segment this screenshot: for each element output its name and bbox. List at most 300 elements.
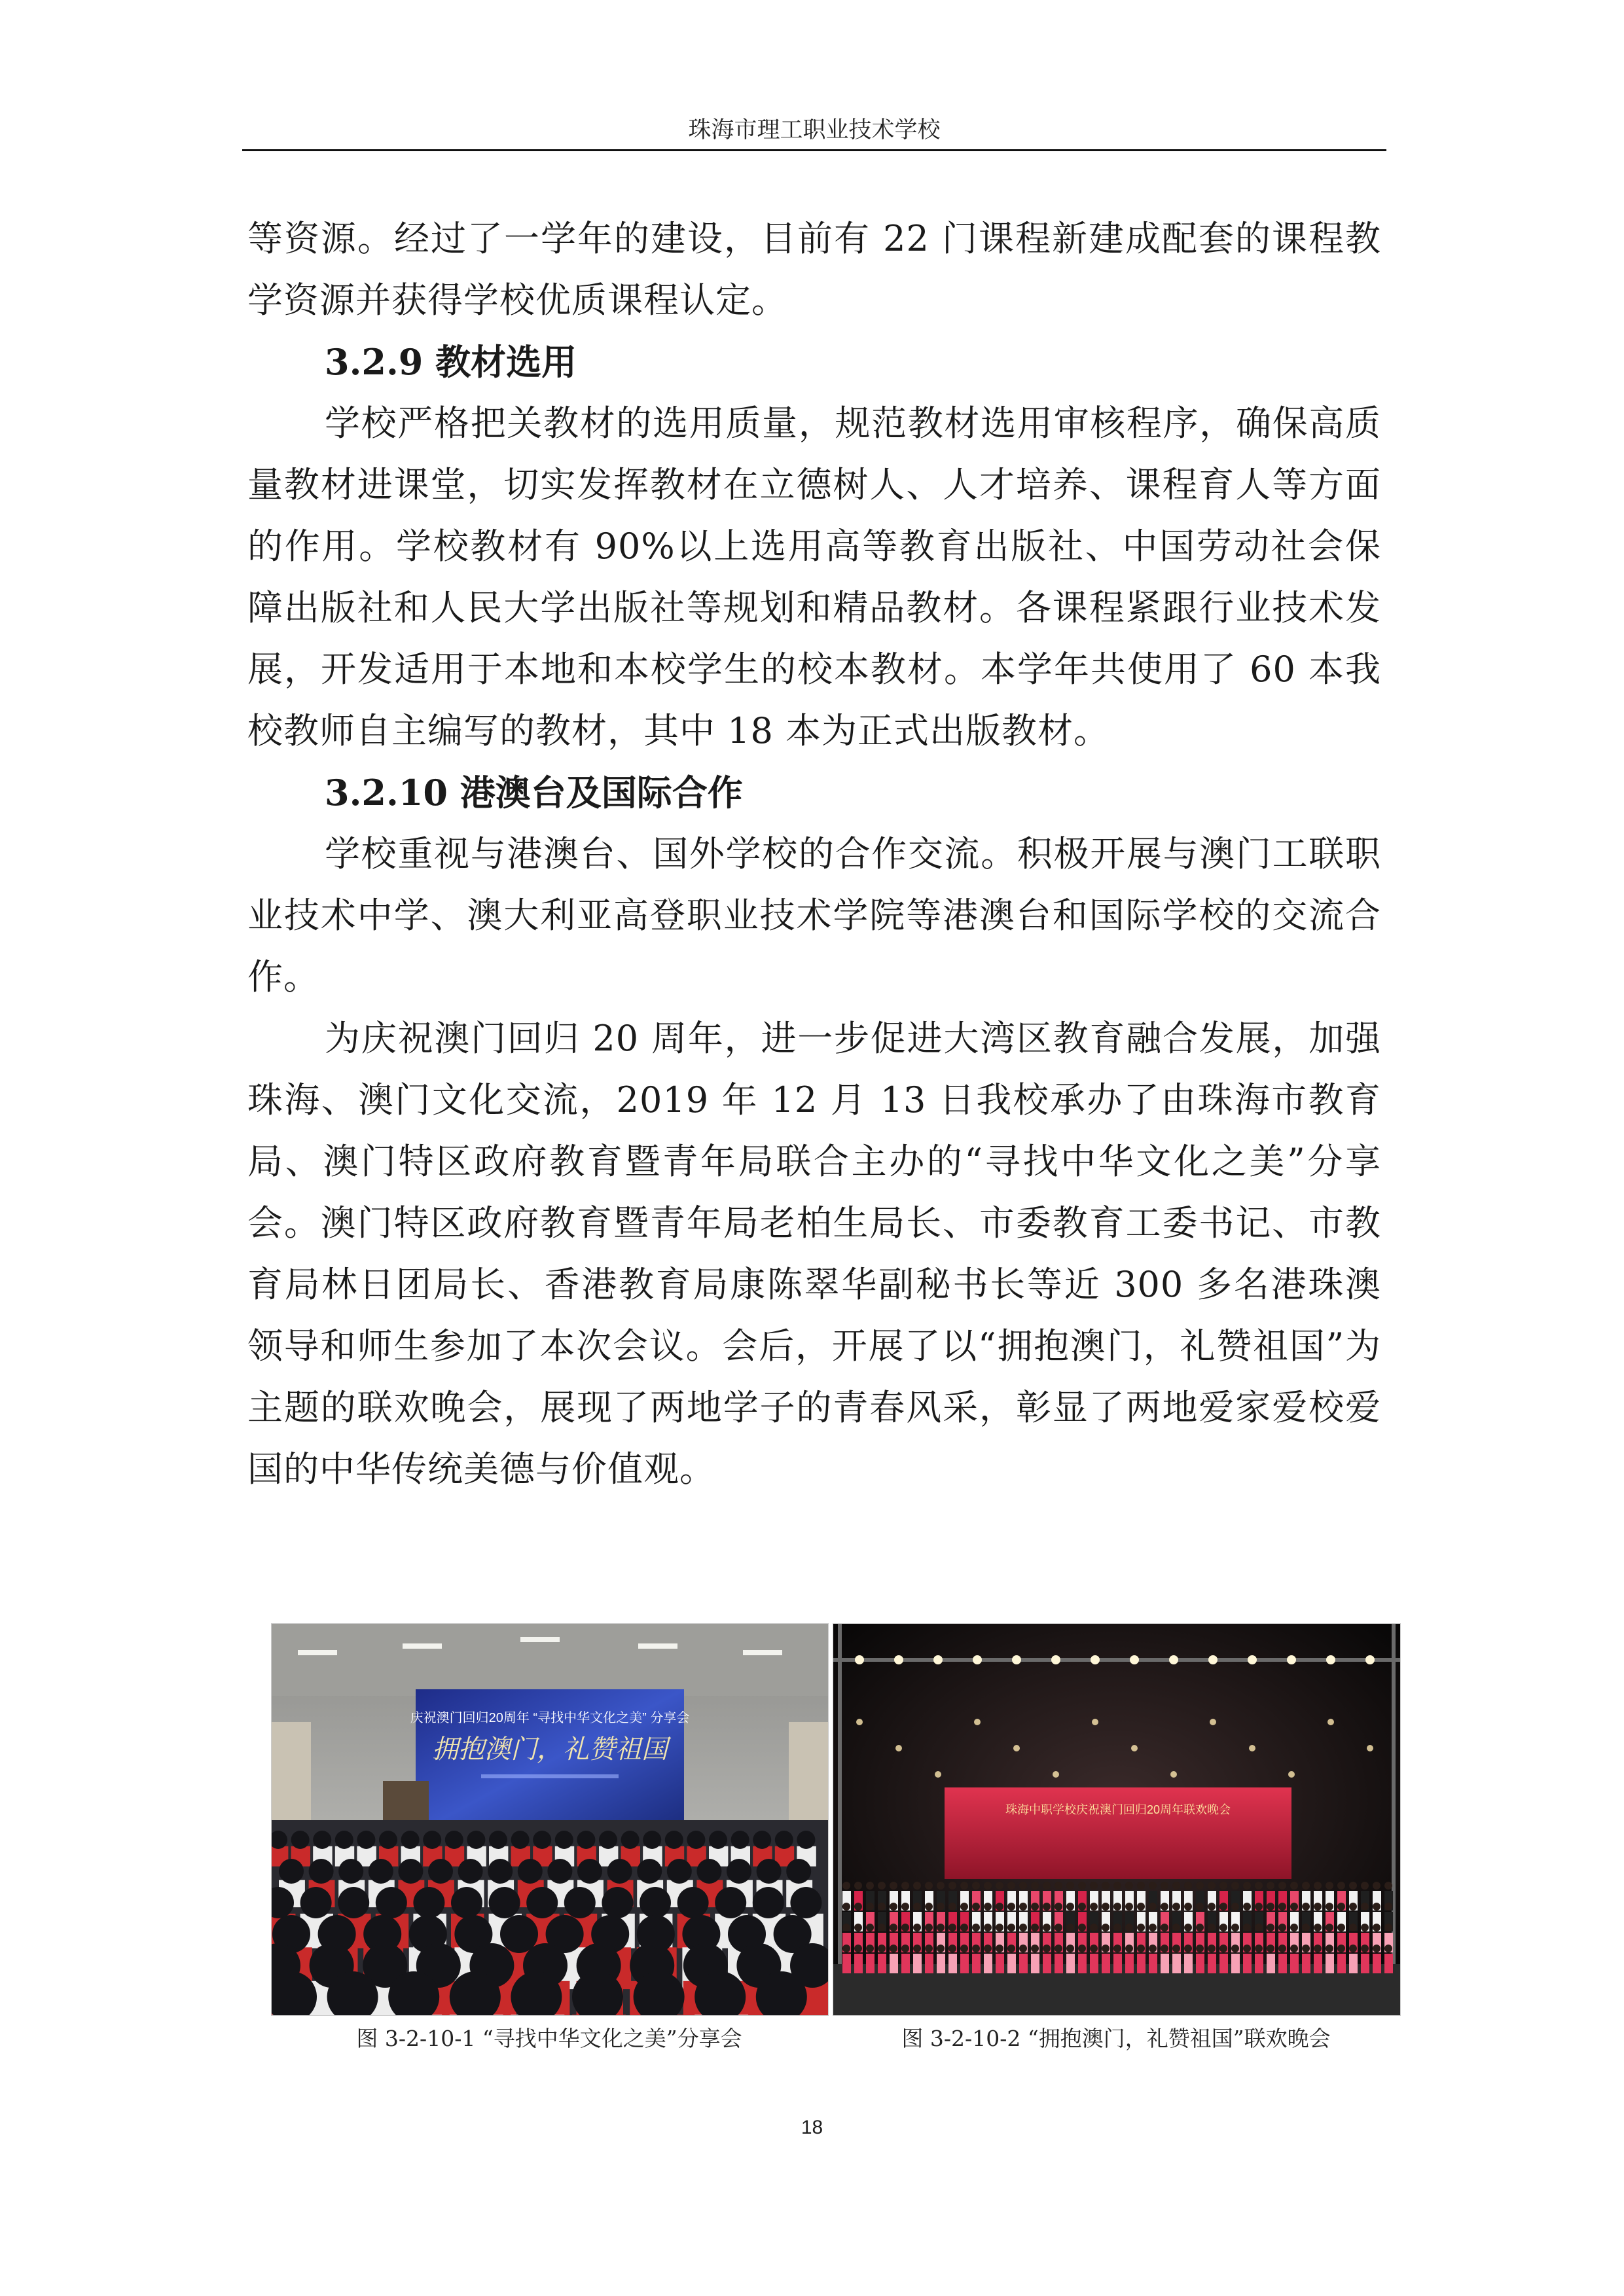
performer-head xyxy=(1043,1945,1051,1952)
performer-head xyxy=(1349,1903,1357,1910)
performer-head xyxy=(1314,1945,1322,1952)
performer-body xyxy=(1172,1954,1181,1973)
stage-light xyxy=(1287,1655,1296,1664)
performer-head xyxy=(1172,1882,1180,1890)
audience-head xyxy=(715,1887,746,1918)
performer-head xyxy=(937,1903,945,1910)
performer-body xyxy=(1278,1954,1287,1973)
performer-head xyxy=(996,1924,1003,1931)
audience-head xyxy=(564,1887,596,1918)
page-header: 珠海市理工职业技术学校 xyxy=(688,117,941,143)
performer-head xyxy=(866,1882,874,1890)
stage-light xyxy=(1091,1655,1100,1664)
performer-head xyxy=(1384,1924,1392,1931)
performer-head xyxy=(1137,1945,1145,1952)
performer-head xyxy=(1090,1945,1098,1952)
performer-head xyxy=(1278,1903,1286,1910)
photo-sharing-session xyxy=(271,1623,829,2016)
performer-head xyxy=(1196,1882,1204,1890)
audience-head xyxy=(338,1887,369,1918)
performer-body xyxy=(1149,1954,1157,1973)
audience-head xyxy=(401,1831,420,1849)
performer-body xyxy=(1161,1954,1169,1973)
performer-body xyxy=(1255,1954,1263,1973)
performer-head xyxy=(1102,1882,1110,1890)
performer-head xyxy=(1184,1903,1192,1910)
backdrop-banner: 珠海中职学校庆祝澳门回归20周年联欢晚会 xyxy=(1005,1803,1231,1816)
audience-head xyxy=(413,1887,444,1918)
performer-head xyxy=(901,1924,909,1931)
performer-head xyxy=(1361,1903,1369,1910)
audience-head xyxy=(489,1831,507,1849)
performer-head xyxy=(1043,1903,1051,1910)
screen-banner-line2: 拥抱澳门，礼赞祖国 xyxy=(432,1735,668,1764)
audience-head xyxy=(518,1859,543,1884)
performer-head xyxy=(984,1882,992,1890)
performer-head xyxy=(937,1945,945,1952)
stage-light xyxy=(1051,1655,1060,1664)
performer-head xyxy=(1231,1882,1239,1890)
performer-head xyxy=(854,1903,862,1910)
performer-head xyxy=(1314,1924,1322,1931)
performer-head xyxy=(1161,1945,1168,1952)
performer-body xyxy=(1337,1954,1346,1973)
performer-head xyxy=(925,1882,933,1890)
audience-head xyxy=(709,1831,727,1849)
performer-head xyxy=(854,1945,862,1952)
audience-head xyxy=(731,1831,749,1849)
performer-head xyxy=(866,1924,874,1931)
audience-head xyxy=(511,1831,530,1849)
performer-head xyxy=(984,1945,992,1952)
performer-head xyxy=(1031,1903,1039,1910)
performer-head xyxy=(1373,1882,1380,1890)
audience-head xyxy=(335,1831,353,1849)
paragraph-cooperation: 学校重视与港澳台、国外学校的合作交流。积极开展与澳门工联职业技术中学、澳大利亚高登职业技术学院等港澳台和国际学校的交流合作。 xyxy=(247,833,1381,997)
performer-head xyxy=(878,1945,886,1952)
performer-head xyxy=(1302,1882,1310,1890)
audience-head xyxy=(398,1859,423,1884)
performer-head xyxy=(1231,1945,1239,1952)
performer-head xyxy=(878,1882,886,1890)
performer-head xyxy=(1031,1924,1039,1931)
page-number: 18 xyxy=(801,2117,823,2138)
performer-body xyxy=(866,1954,875,1973)
performer-head xyxy=(925,1924,933,1931)
performer-head xyxy=(901,1945,909,1952)
performer-head xyxy=(960,1903,968,1910)
performer-head xyxy=(1161,1924,1168,1931)
page-content xyxy=(247,208,1381,1500)
performer-head xyxy=(1290,1924,1298,1931)
performer-head xyxy=(1090,1882,1098,1890)
performer-head xyxy=(1196,1903,1204,1910)
performer-body xyxy=(1184,1954,1193,1973)
stage-light xyxy=(1169,1655,1178,1664)
performer-head xyxy=(1278,1924,1286,1931)
performer-body xyxy=(842,1954,851,1973)
performer-body xyxy=(913,1954,922,1973)
audience-head xyxy=(489,1887,520,1918)
performer-head xyxy=(1267,1945,1274,1952)
performer-head xyxy=(1290,1882,1298,1890)
performer-head xyxy=(984,1903,992,1910)
performer-head xyxy=(1102,1924,1110,1931)
performer-head xyxy=(1090,1903,1098,1910)
audience-head xyxy=(577,1859,602,1884)
performer-body xyxy=(1078,1954,1087,1973)
audience-head xyxy=(533,1831,551,1849)
performer-head xyxy=(1326,1903,1333,1910)
performer-head xyxy=(890,1903,897,1910)
performer-head xyxy=(937,1924,945,1931)
performer-head xyxy=(842,1882,850,1890)
photo-gala-evening-image xyxy=(833,1624,1400,2015)
performer-head xyxy=(1055,1945,1062,1952)
performer-head xyxy=(1243,1924,1251,1931)
audience-head xyxy=(687,1831,705,1849)
audience-head xyxy=(727,1859,751,1884)
performer-head xyxy=(1078,1903,1086,1910)
performer-head xyxy=(1019,1903,1027,1910)
performer-head xyxy=(948,1903,956,1910)
performer-body xyxy=(1102,1954,1110,1973)
audience-head xyxy=(665,1831,683,1849)
performer-body xyxy=(1302,1954,1310,1973)
performer-body xyxy=(1019,1954,1028,1973)
stage-light xyxy=(1248,1655,1257,1664)
performer-head xyxy=(1314,1882,1322,1890)
performer-head xyxy=(1078,1924,1086,1931)
performer-head xyxy=(1278,1945,1286,1952)
performer-head xyxy=(1337,1945,1345,1952)
performer-head xyxy=(1113,1945,1121,1952)
performer-head xyxy=(1243,1903,1251,1910)
performer-head xyxy=(1326,1945,1333,1952)
performer-head xyxy=(996,1945,1003,1952)
stage-light xyxy=(856,1719,863,1725)
audience-head xyxy=(786,1859,811,1884)
performer-head xyxy=(1007,1924,1015,1931)
performer-head xyxy=(1255,1903,1263,1910)
performer-head xyxy=(1149,1903,1157,1910)
stage-light xyxy=(1327,1719,1334,1725)
audience-head xyxy=(577,1831,595,1849)
stage-light xyxy=(935,1771,941,1778)
audience-head xyxy=(376,1887,407,1918)
photo-gala-evening xyxy=(833,1623,1401,2016)
audience-head xyxy=(599,1831,617,1849)
performer-head xyxy=(1384,1882,1392,1890)
performer-body xyxy=(948,1954,957,1973)
performer-head xyxy=(1102,1945,1110,1952)
performer-head xyxy=(1219,1903,1227,1910)
performer-head xyxy=(1172,1924,1180,1931)
performer-head xyxy=(1078,1945,1086,1952)
performer-head xyxy=(972,1903,980,1910)
performer-body xyxy=(972,1954,981,1973)
performer-body xyxy=(996,1954,1004,1973)
stage-light xyxy=(1365,1655,1375,1664)
audience-head xyxy=(445,1831,463,1849)
performer-head xyxy=(842,1945,850,1952)
performer-body xyxy=(890,1954,898,1973)
performer-head xyxy=(1278,1882,1286,1890)
audience-head xyxy=(602,1887,633,1918)
performer-head xyxy=(1373,1945,1380,1952)
performer-body xyxy=(854,1954,863,1973)
performer-head xyxy=(960,1882,968,1890)
audience-head xyxy=(369,1859,393,1884)
stage-light xyxy=(974,1719,981,1725)
performer-head xyxy=(1137,1882,1145,1890)
performer-head xyxy=(960,1924,968,1931)
performer-head xyxy=(1267,1882,1274,1890)
performer-head xyxy=(1125,1903,1133,1910)
performer-head xyxy=(1302,1924,1310,1931)
paragraph-textbooks: 学校严格把关教材的选用质量，规范教材选用审核程序，确保高质量教材进课堂，切实发挥教材在立德树人、人才培养、课程育人等方面的作用。学校教材有 90%以上选用高等教育出版社、中国劳动社会保障出版社和人民大学出版社等规划和精品教材。各课程紧跟行业技术发展，开发适用于本地和本校学生的校本教材。本学年共使用了 60 本我校教师自主编写的教材，其中 18 本为正式出版教材。 xyxy=(247,403,1381,751)
performer-head xyxy=(1243,1945,1251,1952)
performer-head xyxy=(960,1945,968,1952)
performer-head xyxy=(1231,1903,1239,1910)
performer-head xyxy=(1113,1903,1121,1910)
performer-head xyxy=(878,1903,886,1910)
caption-figure-1: 图 3-2-10-1 “寻找中华文化之美”分享会 xyxy=(356,2026,742,2051)
performer-head xyxy=(890,1882,897,1890)
stage-light xyxy=(1288,1771,1295,1778)
stage-light xyxy=(973,1655,982,1664)
stage-light xyxy=(855,1655,864,1664)
audience-head xyxy=(640,1887,671,1918)
performer-head xyxy=(1349,1924,1357,1931)
audience-head xyxy=(677,1887,709,1918)
performer-body xyxy=(1125,1954,1134,1973)
audience-head xyxy=(757,1859,782,1884)
screen-banner-line1: 庆祝澳门回归20周年 “寻找中华文化之美” 分享会 xyxy=(410,1711,690,1725)
audience-head xyxy=(428,1859,453,1884)
performer-head xyxy=(1113,1882,1121,1890)
performer-head xyxy=(854,1882,862,1890)
performer-head xyxy=(842,1924,850,1931)
performer-body xyxy=(937,1954,945,1973)
audience-head xyxy=(790,1887,821,1918)
performer-head xyxy=(901,1903,909,1910)
performer-head xyxy=(1373,1924,1380,1931)
performer-body xyxy=(1208,1954,1216,1973)
audience-head xyxy=(467,1831,485,1849)
audience-head xyxy=(300,1887,332,1918)
performer-head xyxy=(1137,1924,1145,1931)
performer-head xyxy=(1149,1924,1157,1931)
performer-head xyxy=(1066,1924,1074,1931)
performer-head xyxy=(1161,1903,1168,1910)
audience-head xyxy=(458,1859,483,1884)
paragraph-macau-event: 为庆祝澳门回归 20 周年，进一步促进大湾区教育融合发展，加强珠海、澳门文化交流，2019 年 12 月 13 日我校承办了由珠海市教育局、澳门特区政府教育暨青年局联合主办的“寻找中华文化之美”分享会。澳门特区政府教育暨青年局老柏生局长、市委教育工委书记、市教育局林日团局长、香港教育局康陈翠华副秘书长等近 300 多名港珠澳领导和师生参加了本次会议。会后，开展了以“拥抱澳门，礼赞祖国”为主题的联欢晚会，展现了两地学子的青春风采，彰显了两地爱家爱校爱国的中华传统美德与价值观。 xyxy=(247,1018,1381,1490)
performer-head xyxy=(1007,1945,1015,1952)
stage-light xyxy=(1092,1719,1098,1725)
performer-head xyxy=(1208,1882,1216,1890)
performer-body xyxy=(1043,1954,1051,1973)
performer-head xyxy=(1184,1882,1192,1890)
performer-head xyxy=(1267,1924,1274,1931)
performer-head xyxy=(1349,1882,1357,1890)
performer-head xyxy=(1055,1924,1062,1931)
performer-body xyxy=(1007,1954,1016,1973)
performer-head xyxy=(1361,1945,1369,1952)
performer-head xyxy=(1031,1945,1039,1952)
stage-light xyxy=(1249,1745,1255,1751)
performer-head xyxy=(1373,1903,1380,1910)
performer-head xyxy=(972,1945,980,1952)
performer-head xyxy=(925,1945,933,1952)
performer-head xyxy=(1149,1945,1157,1952)
performer-body xyxy=(901,1954,910,1973)
performer-head xyxy=(1161,1882,1168,1890)
performer-head xyxy=(913,1882,921,1890)
performer-head xyxy=(866,1945,874,1952)
performer-head xyxy=(1326,1882,1333,1890)
performer-head xyxy=(1219,1945,1227,1952)
audience-head xyxy=(526,1887,558,1918)
performer-head xyxy=(1243,1882,1251,1890)
caption-figure-2: 图 3-2-10-2 “拥抱澳门，礼赞祖国”联欢晚会 xyxy=(901,2026,1331,2051)
performer-head xyxy=(890,1945,897,1952)
performer-head xyxy=(1066,1945,1074,1952)
performer-head xyxy=(913,1945,921,1952)
performer-body xyxy=(1373,1954,1381,1973)
performer-body xyxy=(1031,1954,1039,1973)
performer-head xyxy=(1384,1903,1392,1910)
performer-body xyxy=(1066,1954,1075,1973)
performer-head xyxy=(1196,1945,1204,1952)
performer-head xyxy=(1255,1945,1263,1952)
performer-head xyxy=(1231,1924,1239,1931)
performer-head xyxy=(1172,1945,1180,1952)
audience-head xyxy=(753,1887,784,1918)
section-heading-cooperation: 3.2.10 港澳台及国际合作 xyxy=(325,772,743,814)
performer-head xyxy=(913,1924,921,1931)
performer-head xyxy=(972,1882,980,1890)
performer-head xyxy=(1137,1903,1145,1910)
performer-head xyxy=(1290,1903,1298,1910)
performer-head xyxy=(1361,1924,1369,1931)
performer-head xyxy=(901,1882,909,1890)
performer-body xyxy=(984,1954,992,1973)
stage-light xyxy=(1013,1745,1020,1751)
audience-head xyxy=(379,1831,397,1849)
stage-light xyxy=(1210,1719,1216,1725)
performer-head xyxy=(925,1903,933,1910)
stage-light xyxy=(1170,1771,1177,1778)
section-heading-textbooks: 3.2.9 教材选用 xyxy=(325,341,577,383)
performer-body xyxy=(1196,1954,1204,1973)
performer-head xyxy=(1219,1924,1227,1931)
performer-body xyxy=(1219,1954,1228,1973)
audience-head xyxy=(313,1831,331,1849)
audience-head xyxy=(357,1831,375,1849)
performer-body xyxy=(1361,1954,1369,1973)
performer-head xyxy=(1196,1924,1204,1931)
stage-light xyxy=(894,1655,903,1664)
performer-head xyxy=(1043,1882,1051,1890)
performer-head xyxy=(996,1882,1003,1890)
audience-head xyxy=(637,1859,662,1884)
performer-body xyxy=(925,1954,933,1973)
performer-head xyxy=(1019,1882,1027,1890)
performer-body xyxy=(1267,1954,1275,1973)
audience-head xyxy=(643,1831,661,1849)
performer-head xyxy=(1326,1924,1333,1931)
stage-light xyxy=(1130,1655,1139,1664)
audience-head xyxy=(309,1859,334,1884)
paragraph-resources: 等资源。经过了一学年的建设，目前有 22 门课程新建成配套的课程教学资源并获得学校优质课程认定。 xyxy=(247,218,1381,321)
audience-head xyxy=(279,1859,304,1884)
performer-head xyxy=(1066,1903,1074,1910)
performer-head xyxy=(1113,1924,1121,1931)
stage-light xyxy=(1131,1745,1138,1751)
performer-head xyxy=(948,1945,956,1952)
performer-head xyxy=(1019,1945,1027,1952)
audience-head xyxy=(696,1859,721,1884)
performer-body xyxy=(1349,1954,1358,1973)
performer-body xyxy=(1314,1954,1322,1973)
performer-head xyxy=(1043,1924,1051,1931)
audience-head xyxy=(621,1831,640,1849)
performer-head xyxy=(1090,1924,1098,1931)
performer-head xyxy=(1337,1924,1345,1931)
performer-head xyxy=(1255,1924,1263,1931)
performer-head xyxy=(1125,1945,1133,1952)
performer-head xyxy=(1384,1945,1392,1952)
performer-head xyxy=(1361,1882,1369,1890)
performer-body xyxy=(1326,1954,1334,1973)
performer-head xyxy=(1031,1882,1039,1890)
performer-head xyxy=(948,1924,956,1931)
audience-head xyxy=(488,1859,513,1884)
performer-head xyxy=(937,1882,945,1890)
performer-body xyxy=(1137,1954,1146,1973)
performer-head xyxy=(1208,1924,1216,1931)
audience-head xyxy=(607,1859,632,1884)
performer-head xyxy=(1302,1945,1310,1952)
performer-head xyxy=(1125,1882,1133,1890)
performer-head xyxy=(984,1924,992,1931)
audience-head xyxy=(775,1831,793,1849)
performer-head xyxy=(1349,1945,1357,1952)
stage-backdrop xyxy=(945,1787,1291,1879)
performer-head xyxy=(1172,1903,1180,1910)
performer-head xyxy=(1314,1903,1322,1910)
audience-head xyxy=(423,1831,441,1849)
audience-head xyxy=(753,1831,771,1849)
performer-body xyxy=(1090,1954,1098,1973)
performer-head xyxy=(1055,1903,1062,1910)
performer-head xyxy=(1125,1924,1133,1931)
audience-head xyxy=(547,1859,572,1884)
performer-head xyxy=(1007,1903,1015,1910)
performer-head xyxy=(1102,1903,1110,1910)
performer-head xyxy=(1255,1882,1263,1890)
performer-head xyxy=(866,1903,874,1910)
photo-sharing-session-image xyxy=(272,1624,828,2015)
performer-head xyxy=(1184,1945,1192,1952)
performer-head xyxy=(1219,1882,1227,1890)
audience-head xyxy=(338,1859,363,1884)
audience-head xyxy=(667,1859,692,1884)
performer-head xyxy=(1290,1945,1298,1952)
performer-head xyxy=(1078,1882,1086,1890)
performer-head xyxy=(1149,1882,1157,1890)
